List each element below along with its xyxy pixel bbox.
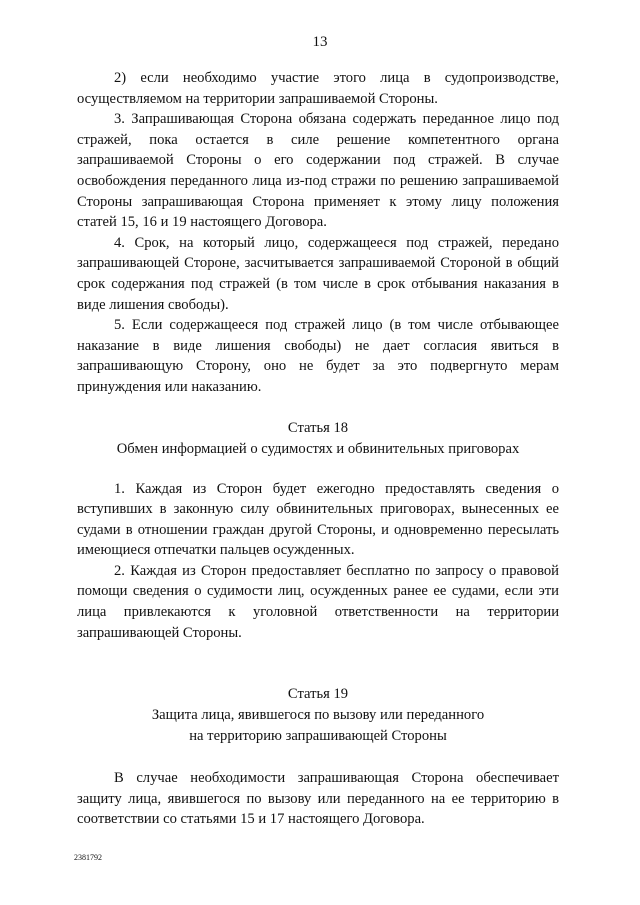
article-19-title-line1: Защита лица, явившегося по вызову или переданного [151,707,485,724]
paragraph-article17-4: 4. Срок, на который лицо, содержащееся под стражей, передано запрашивающей Стороне, засчитывается запрашиваемой Стороной в общий срок содержания под стражей (в том числе в срок отбывания наказания в виде лишения свободы). [77,234,559,313]
article-19-title-line2: на территорию запрашивающей Стороны [189,728,447,745]
paragraph-article18-1: 1. Каждая из Сторон будет ежегодно предоставлять сведения о вступивших в законную силу обвинительных приговорах, вынесенных ее судами в отношении граждан другой Стороны, и одновременно пересылать имеющиеся отпечатки пальцев осужденных. [77,480,559,559]
page-number: 13 [312,34,328,50]
article-19-number: Статья 19 [287,686,349,703]
paragraph-article18-2: 2. Каждая из Сторон предоставляет бесплатно по запросу о правовой помощи сведения о судимости лиц, осужденных ранее ее судами, если эти лица привлекаются к уголовной ответственности на территории запрашивающей Стороны. [77,562,559,641]
document-body [77,68,559,830]
article-18-number: Статья 18 [287,419,349,436]
paragraph-article17-3: 3. Запрашивающая Сторона обязана содержать переданное лицо под стражей, пока остается в силе решение компетентного органа запрашиваемой Стороны о его содержании под стражей. В случае освобождения переданного лица из-под стражи по решению запрашиваемой Стороны запрашивающая Сторона применяет к этому лицу положения статей 15, 16 и 19 настоящего Договора. [77,111,559,231]
paragraph-article19: В случае необходимости запрашивающая Сторона обеспечивает защиту лица, явившегося по вызову или переданного на ее территорию в соответствии со статьями 15 и 17 настоящего Договора. [77,770,559,828]
paragraph-article17-2: 2) если необходимо участие этого лица в судопроизводстве, осуществляемом на территории запрашиваемой Стороны. [77,70,559,107]
article-18-title: Обмен информацией о судимостях и обвинительных приговорах [116,440,520,457]
paragraph-article17-5: 5. Если содержащееся под стражей лицо (в том числе отбывающее наказание в виде лишения свободы) не дает согласия явиться в запрашивающую Сторону, оно не будет за это подвергнуто мерам принуждения или наказанию. [77,317,559,395]
document-code: 2381792 [74,853,102,862]
